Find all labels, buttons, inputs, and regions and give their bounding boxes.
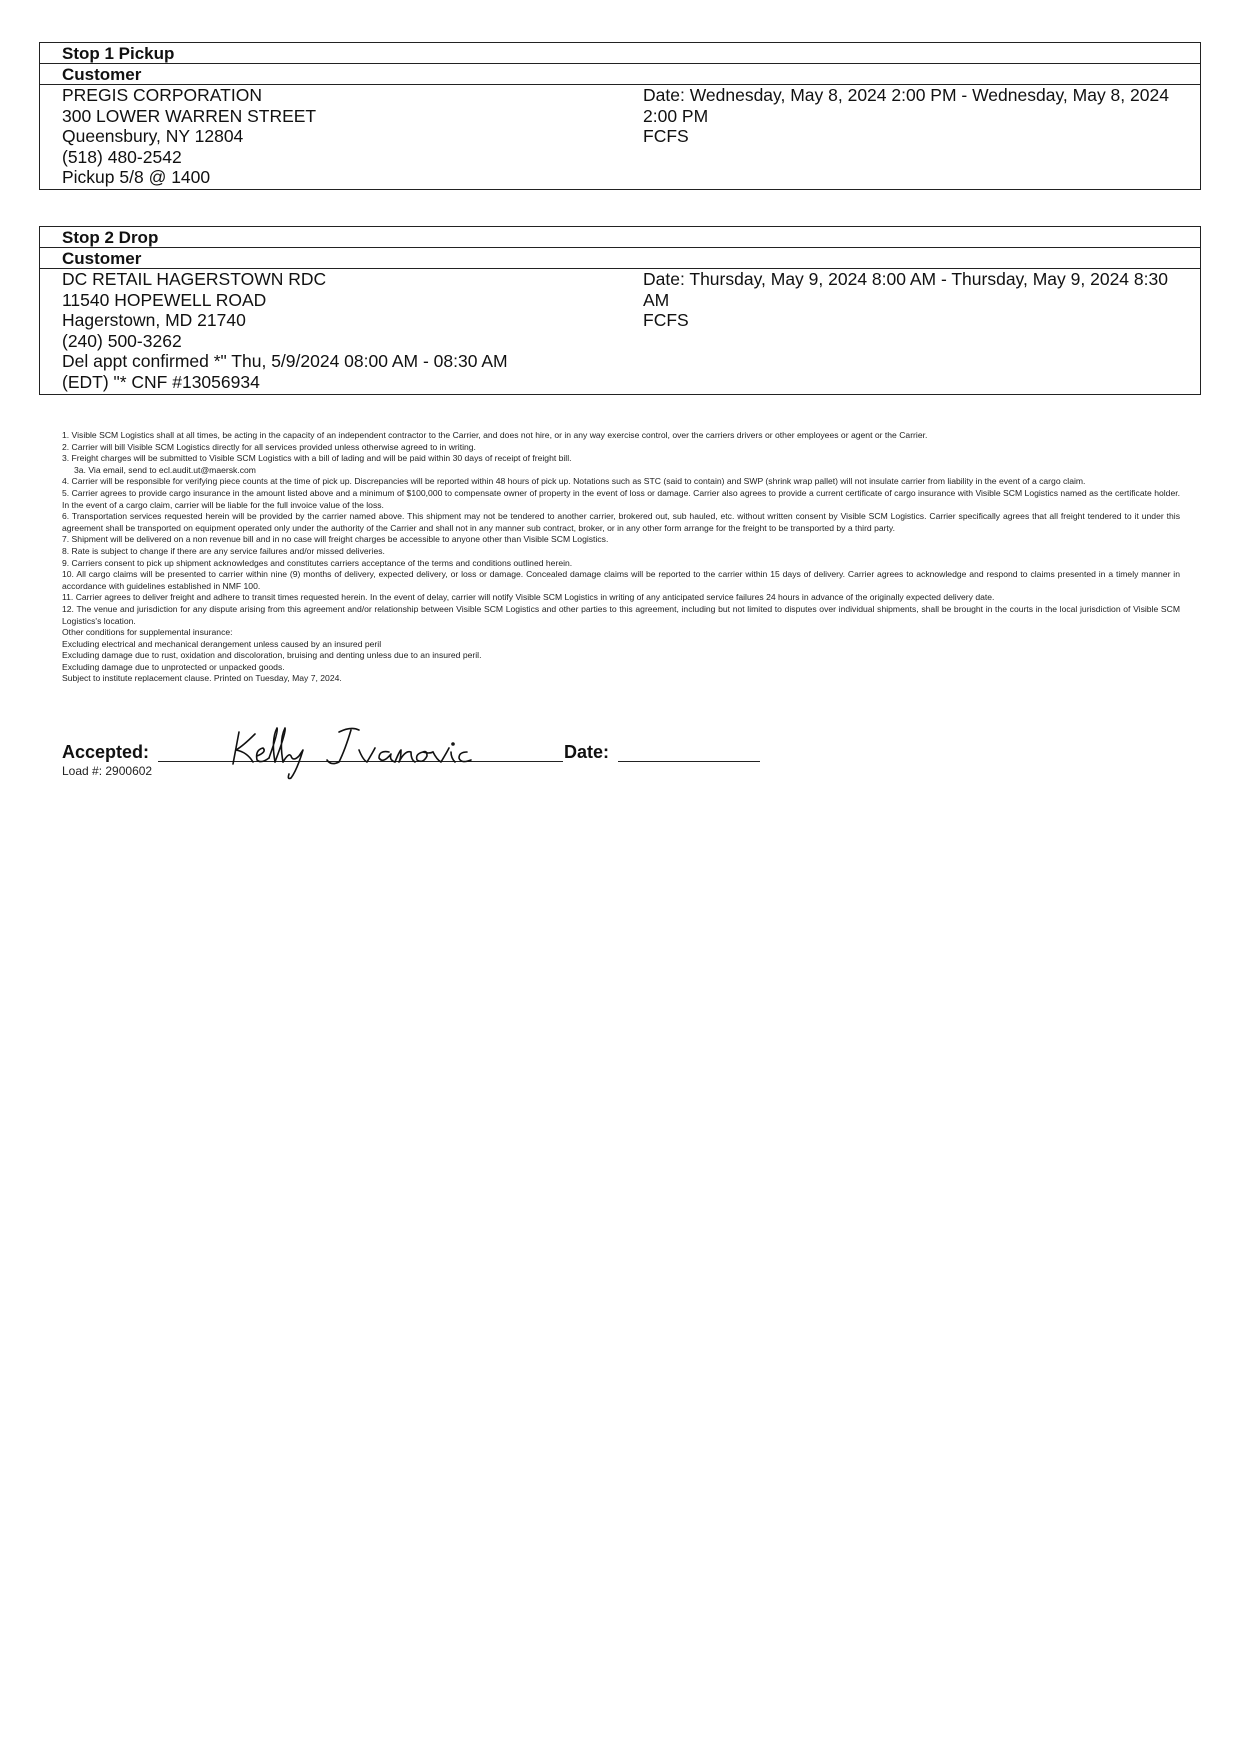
stop-2-title: Stop 2 Drop [40,227,1200,248]
stop-2-company: DC RETAIL HAGERSTOWN RDC [62,269,327,289]
term-6: 6. Transportation services requested herein will be provided by the carrier named above. This shipment may not be tendered to another carrier, brokered out, sub hauled, etc. without written consent by Visible SCM Logistics. Carrier specifically agrees that all freight tendered to it under this agreement shall be transported on equipment operated only under the authority of the Carrier and shall not in any manner sub contract, broker, or in any other form arrange for the freight to be transported by a third party. [62,511,1180,533]
insurance-exclusion-1: Excluding electrical and mechanical derangement unless caused by an insured peril [62,638,382,649]
stop-1-street: 300 LOWER WARREN STREET [62,105,317,126]
stop-2-table [39,226,1201,395]
stop-1-company: PREGIS CORPORATION [62,85,262,105]
stop-2-street: 11540 HOPEWELL ROAD [62,289,267,310]
stop-2-city: Hagerstown, MD 21740 [62,310,246,330]
term-3: 3. Freight charges will be submitted to Visible SCM Logistics with a bill of lading and will be paid within 30 days of receipt of freight bill. [62,453,572,464]
accepted-label: Accepted: [62,742,150,762]
stop-1-method: FCFS [643,126,689,146]
load-number: Load #: 2900602 [62,764,153,778]
term-12: 12. The venue and jurisdiction for any dispute arising from this agreement and/or relationship between Visible SCM Logistics and other parties to this agreement, including but not limited to disputes over individual shipments, shall be brought in the courts in the local jurisdiction of Visible SCM Logistics's location. [62,603,1180,626]
stop-2-note: Del appt confirmed *" Thu, 5/9/2024 08:00 AM - 08:30 AM [62,351,508,371]
stop-1-phone: (518) 480-2542 [62,146,182,167]
insurance-exclusion-2: Excluding damage due to rust, oxidation and discoloration, bruising and denting unless due to an insured peril. [62,650,482,661]
stop-1-address [62,85,582,188]
stop-1-table [39,42,1201,190]
insurance-heading: Other conditions for supplemental insurance: [62,627,233,638]
stop-2-customer-header: Customer [40,248,1200,269]
insurance-exclusion-3: Excluding damage due to unprotected or unpacked goods. [62,661,285,672]
stop-1-date-column [643,85,1188,147]
term-10: 10. All cargo claims will be presented to carrier within nine (9) months of delivery, expected delivery, or loss or damage. Concealed damage claims will be reported to the carrier within 15 days of delivery. Carrier agrees to acknowledge and respond to claims presented in a timely manner in accordance with guidelines established in NMF 100. [62,569,1180,591]
stop-2-method: FCFS [643,310,689,330]
term-8: 8. Rate is subject to change if there are any service failures and/or missed deliveries. [62,545,385,556]
stop-1-title: Stop 1 Pickup [40,43,1200,64]
stop-2-confirmation: (EDT) "* CNF #13056934 [62,371,260,392]
term-11: 11. Carrier agrees to deliver freight and adhere to transit times requested herein. In the event of delay, carrier will notify Visible SCM Logistics in writing of any anticipated service failures 24 hours in advance of the originally expected delivery date. [62,592,995,603]
stop-2-phone: (240) 500-3262 [62,330,182,351]
stop-1-city: Queensbury, NY 12804 [62,126,244,146]
term-5: 5. Carrier agrees to provide cargo insurance in the amount listed above and a minimum of $100,000 to compensate owner of property in the event of loss or damage. Carrier also agrees to provide a current certificate of cargo insurance with Visible SCM Logistics named as the certificate holder. In the event of a cargo claim, carrier will be liable for the full invoice value of the loss. [62,487,1180,510]
date-label: Date: [564,742,610,762]
term-4: 4. Carrier will be responsible for verifying piece counts at the time of pick up. Discrepancies will be reported within 48 hours of pick up. Notations such as STC (said to contain) and SWP (shrink wrap pallet) will not insulate carrier from liability in the event of a cargo claim. [62,476,1086,487]
stop-2-address [62,269,582,392]
term-3a: 3a. Via email, send to ecl.audit.ut@maersk.com [74,464,256,475]
signature-kelly-ivanovic [227,722,497,780]
stop-1-customer-header: Customer [40,64,1200,85]
term-9: 9. Carriers consent to pick up shipment acknowledges and constitutes carriers acceptance of the terms and conditions outlined herein. [62,557,573,568]
date-signature-line[interactable] [618,761,760,762]
stop-1-note: Pickup 5/8 @ 1400 [62,167,211,187]
stop-2-date-column [643,269,1188,331]
term-2: 2. Carrier will bill Visible SCM Logistics directly for all services provided unless otherwise agreed to in writing. [62,441,476,452]
stop-1-date: Date: Wednesday, May 8, 2024 2:00 PM - Wednesday, May 8, 2024 2:00 PM [643,85,1169,126]
term-1: 1. Visible SCM Logistics shall at all times, be acting in the capacity of an independent contractor to the Carrier, and does not hire, or in any way exercise control, over the carriers drivers or other employees or agent or the Carrier. [62,430,928,440]
term-7: 7. Shipment will be delivered on a non revenue bill and in no case will freight charges be accessible to anyone other than Visible SCM Logistics. [62,534,609,545]
stop-2-date: Date: Thursday, May 9, 2024 8:00 AM - Thursday, May 9, 2024 8:30 AM [643,269,1168,310]
acceptance-block [62,730,782,790]
printed-on-note: Subject to institute replacement clause. Printed on Tuesday, May 7, 2024. [62,673,342,684]
terms-and-conditions [62,430,1180,685]
